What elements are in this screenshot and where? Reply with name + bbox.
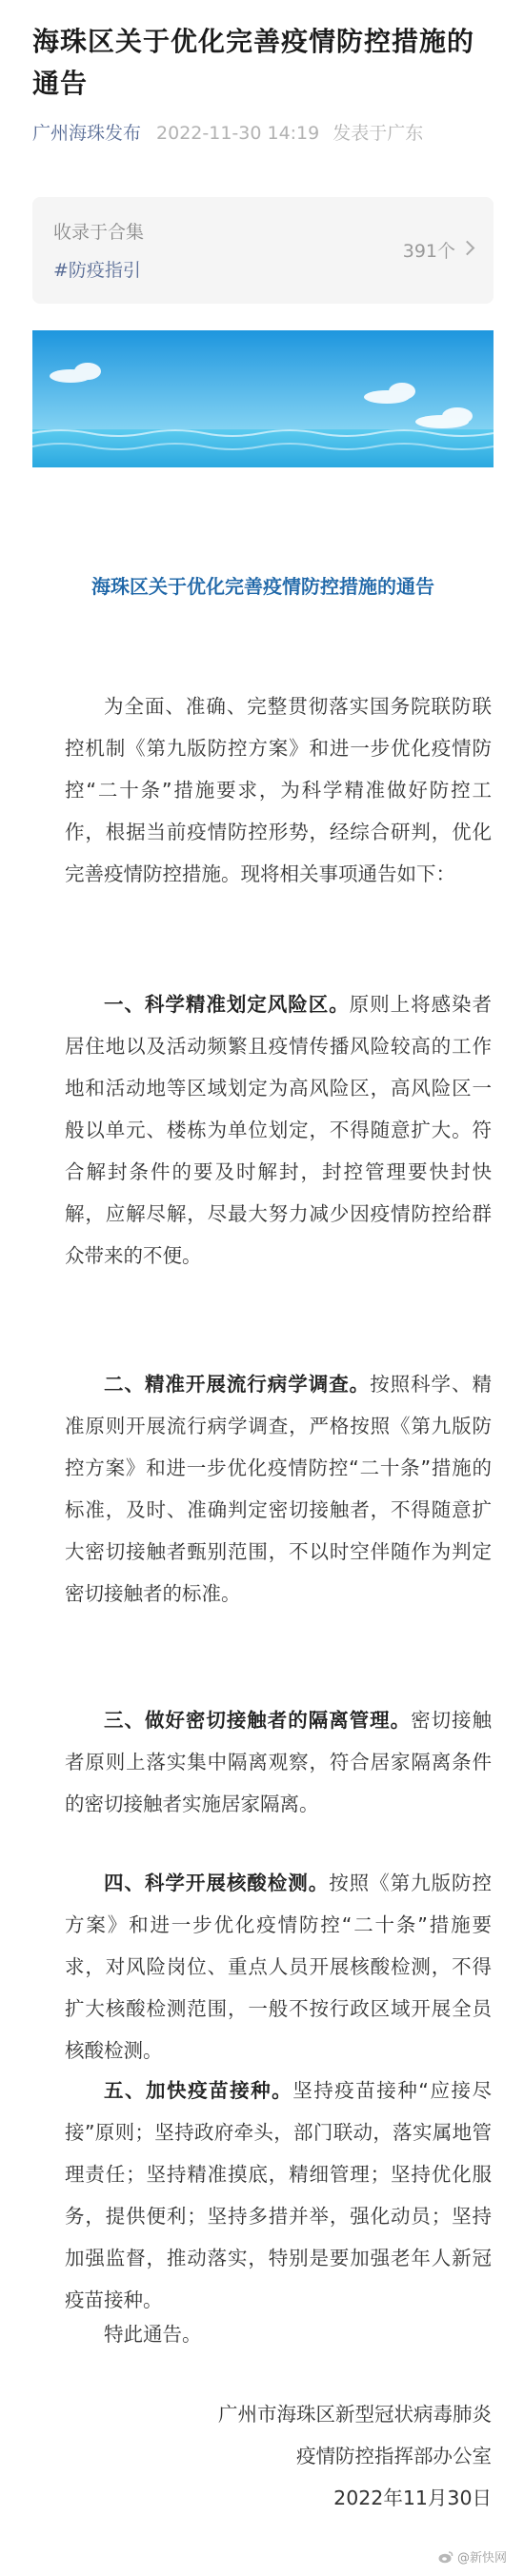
section-3: [65, 1699, 492, 1825]
publish-location: 发表于广东: [333, 123, 424, 144]
weibo-icon: [438, 2550, 453, 2564]
section-3-heading: 三、做好密切接触者的隔离管理。: [104, 1709, 412, 1732]
section-1: [65, 983, 492, 1277]
signature-date: 2022年11月30日: [333, 2487, 492, 2509]
section-1-text: 原则上将感染者居住地以及活动频繁且疫情传播风险较高的工作地和活动地等区域划定为高风险区，高风险区一般以单元、楼栋为单位划定，不得随意扩大。符合解封条件的要及时解封，封控管理要快封快解，应解尽解，尽最大努力减少因疫情防控给群众带来的不便。: [65, 993, 493, 1267]
section-5-heading: 五、加快疫苗接种。: [104, 2079, 293, 2102]
publish-time: 2022-11-30 14:19: [156, 123, 320, 144]
collection-card[interactable]: [32, 197, 494, 304]
watermark: [438, 2547, 507, 2566]
closing-text: 特此通告。: [104, 2323, 202, 2346]
section-2-text: 按照科学、精准原则开展流行病学调查，严格按照《第九版防控方案》和进一步优化疫情防控“二十条”措施的标准，及时、准确判定密切接触者，不得随意扩大密切接触者甄别范围，不以时空伴随作为判定密切接触者的标准。: [65, 1373, 493, 1605]
section-2-heading: 二、精准开展流行病学调查。: [104, 1373, 371, 1396]
section-5-text: 坚持疫苗接种“应接尽接”原则；坚持政府牵头，部门联动，落实属地管理责任；坚持精准摸底，精细管理；坚持优化服务，提供便利；坚持多措并举，强化动员；坚持加强监督，推动落实，特别是要加强老年人新冠疫苗接种。: [65, 2079, 492, 2311]
signature-org-line1: 广州市海珠区新型冠状病毒肺炎: [218, 2403, 492, 2426]
collection-count: 391个: [402, 241, 455, 262]
article-meta: [32, 122, 423, 145]
notice-heading: 海珠区关于优化完善疫情防控措施的通告: [91, 575, 434, 598]
article-title: 海珠区关于优化完善疫情防控措施的通告: [32, 26, 475, 99]
section-5: [65, 2070, 492, 2321]
section-1-heading: 一、科学精准划定风险区。: [104, 993, 350, 1016]
section-4: [65, 1862, 492, 2071]
section-4-text: 按照《第九版防控方案》和进一步优化疫情防控“二十条”措施要求，对风险岗位、重点人员开展核酸检测，不得扩大核酸检测范围，一般不按行政区域开展全员核酸检测。: [65, 1872, 493, 2062]
section-2: [65, 1363, 492, 1615]
collection-tag[interactable]: #防疫指引: [53, 260, 141, 281]
section-3-text: 密切接触者原则上落实集中隔离观察，符合居家隔离条件的密切接触者实施居家隔离。: [65, 1709, 493, 1815]
section-4-heading: 四、科学开展核酸检测。: [104, 1872, 330, 1894]
banner-image: [32, 330, 494, 467]
collection-label: 收录于合集: [53, 222, 145, 243]
author-link[interactable]: 广州海珠发布: [32, 123, 142, 144]
signature-org-line2: 疫情防控指挥部办公室: [296, 2445, 492, 2467]
chevron-right-icon: [460, 241, 475, 256]
watermark-text: @新快网: [456, 2551, 507, 2566]
intro-paragraph: 为全面、准确、完整贯彻落实国务院联防联控机制《第九版防控方案》和进一步优化疫情防控“二十条”措施要求，为科学精准做好防控工作，根据当前疫情防控形势，经综合研判，优化完善疫情防控措施。现将相关事项通告如下：: [65, 695, 492, 885]
